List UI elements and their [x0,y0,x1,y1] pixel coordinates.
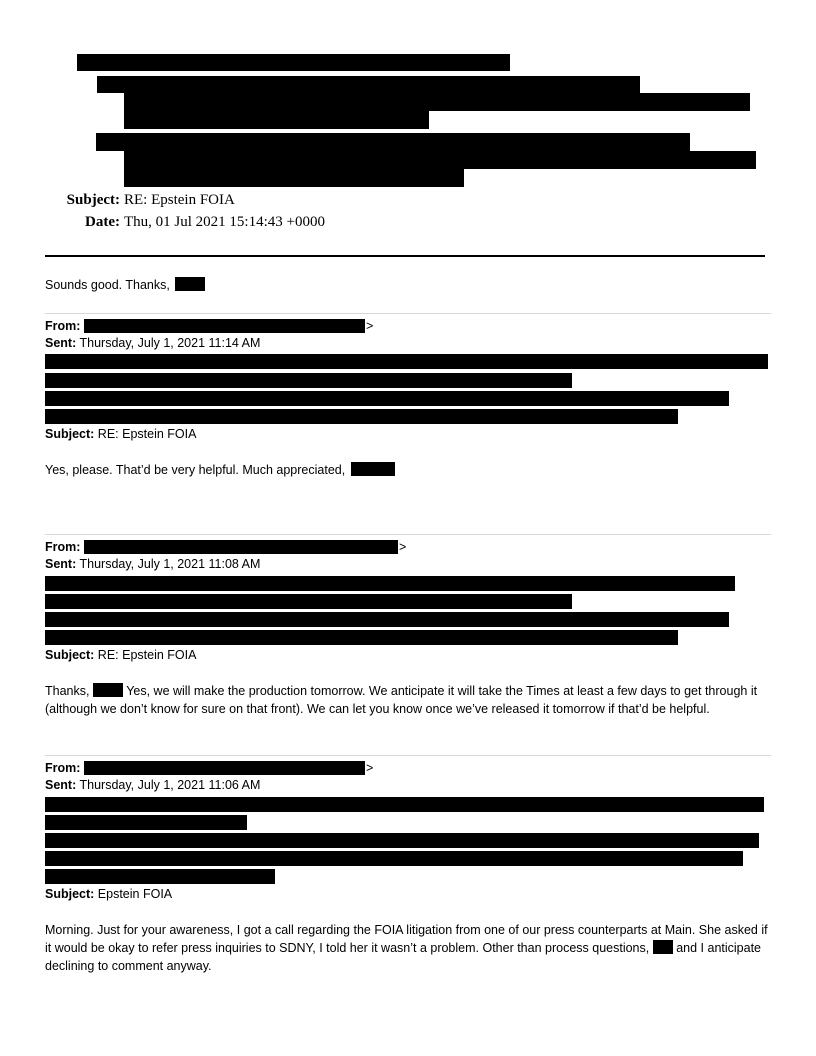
redaction-bar [84,540,398,554]
message-3-from-suffix: > [366,761,374,775]
message-2-from-label: From: [45,540,81,554]
message-1-from-label: From: [45,319,81,333]
redaction-bar [45,354,768,369]
message-1-body-text: Yes, please. That’d be very helpful. Much appreciated, [45,463,346,477]
redaction-inline [175,277,205,291]
header-subject-value: RE: Epstein FOIA [124,192,235,208]
reply-text: Sounds good. Thanks, [45,278,170,292]
redaction-bar [45,833,759,848]
message-2-subject-value: RE: Epstein FOIA [97,648,197,662]
message-2-from-suffix: > [399,540,407,554]
redaction-bar [45,576,735,591]
redaction-bar [45,851,743,866]
redaction-bar [45,373,572,388]
redaction-bar [97,76,640,93]
message-3-subject-label: Subject: [45,887,95,901]
message-1-subject [45,425,196,443]
message-2-sent [45,555,260,573]
redaction-bar [77,54,510,71]
message-3-sent [45,776,260,794]
message-divider [45,755,771,756]
message-divider [45,313,771,314]
message-divider [45,534,771,535]
redaction-bar [45,409,678,424]
message-1-from-suffix: > [366,319,374,333]
message-2-body-post: Yes, we will make the production tomorrow. We anticipate it will take the Times at least a few days to get through it (although we don’t know for sure on that front). We can let you know once we’ve released it tomorrow if that’d be helpful. [45,684,758,716]
message-1-subject-label: Subject: [45,427,95,441]
message-3-from-label: From: [45,761,81,775]
message-3-body-post: and I anticipate declining to comment anyway. [45,941,762,973]
message-1-body [45,461,395,479]
header-divider [45,255,765,257]
message-3-body [45,921,773,975]
message-3-body-pre: Morning. Just for your awareness, I got a call regarding the FOIA litigation from one of our press counterparts at Main. She asked if it would be okay to refer press inquiries to SDNY, I told her it wasn’t a problem. Other than process questions, [45,923,768,955]
message-3-subject [45,885,172,903]
header-date-label: Date: [85,214,120,230]
header-date-value: Thu, 01 Jul 2021 15:14:43 +0000 [124,214,325,230]
message-1-subject-value: RE: Epstein FOIA [97,427,197,441]
redaction-bar [45,612,729,627]
redaction-inline [653,940,673,954]
reply-body [45,276,205,294]
redaction-bar [84,319,365,333]
redaction-bar [45,594,572,609]
redaction-bar [124,111,429,129]
redaction-inline [93,683,123,697]
redaction-bar [96,133,690,151]
message-1-sent-value: Thursday, July 1, 2021 11:14 AM [79,336,261,350]
redaction-inline [351,462,395,476]
redaction-bar [124,169,464,187]
message-2-subject [45,646,196,664]
redaction-bar [84,761,365,775]
message-2-sent-value: Thursday, July 1, 2021 11:08 AM [79,557,261,571]
redaction-bar [45,797,764,812]
message-3-sent-label: Sent: [45,778,77,792]
message-1-sent [45,334,260,352]
message-3-sent-value: Thursday, July 1, 2021 11:06 AM [79,778,261,792]
message-2-body [45,682,773,718]
redaction-bar [45,630,678,645]
redaction-bar [124,93,750,111]
header-subject-label: Subject: [66,192,120,208]
redaction-bar [45,869,275,884]
message-2-body-pre: Thanks, [45,684,90,698]
message-2-sent-label: Sent: [45,557,77,571]
redaction-bar [124,151,756,169]
message-2-subject-label: Subject: [45,648,95,662]
redaction-bar [45,391,729,406]
message-1-sent-label: Sent: [45,336,77,350]
message-3-subject-value: Epstein FOIA [97,887,173,901]
redaction-bar [45,815,247,830]
